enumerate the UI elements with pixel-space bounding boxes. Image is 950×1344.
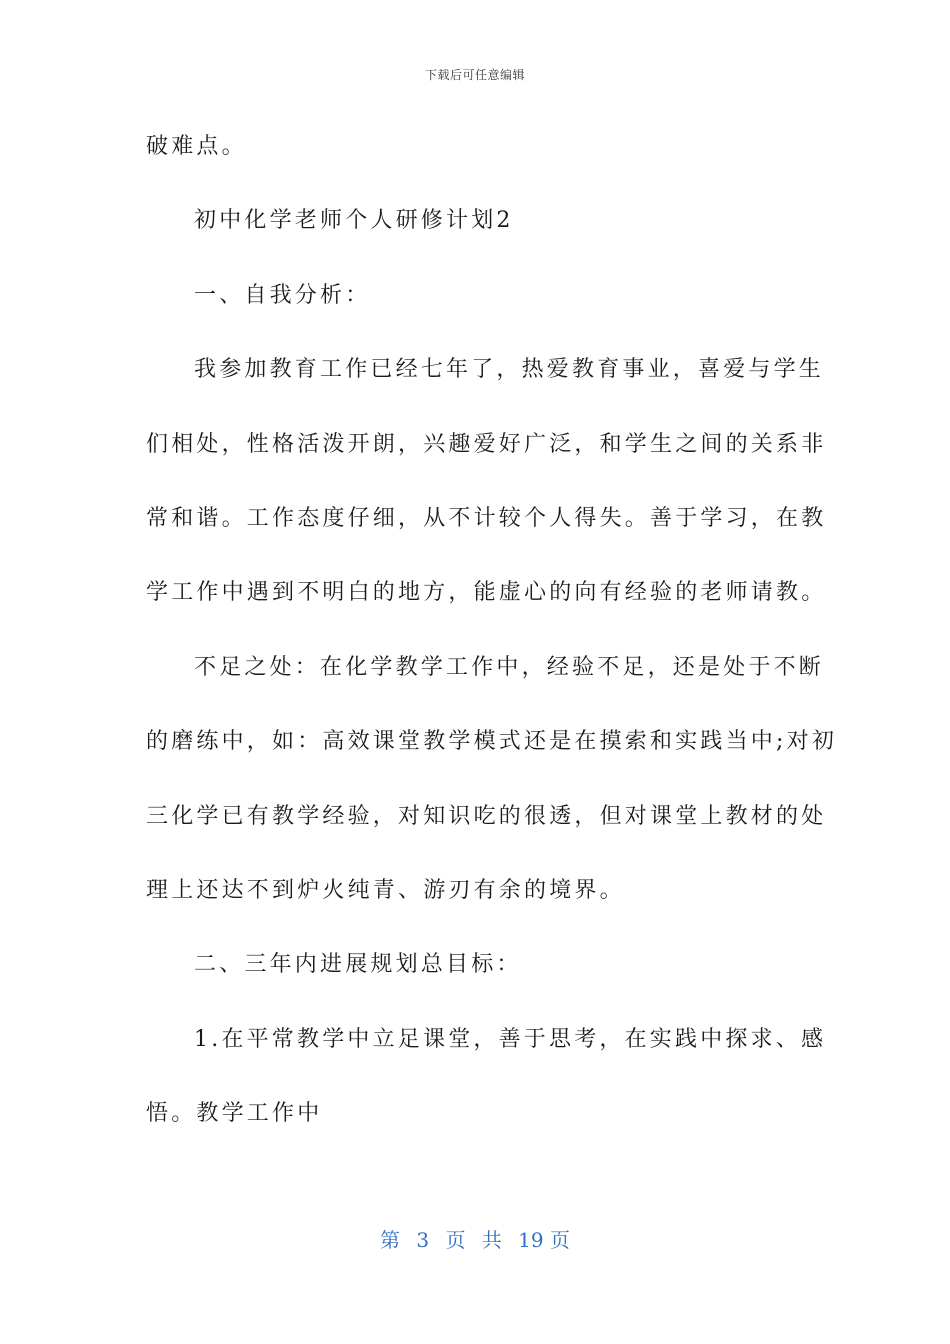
footer-total-prefix: 共 [481, 1228, 502, 1252]
body-line-10: 三化学已有教学经验，对知识吃的很透，但对课堂上教材的处 [146, 803, 827, 829]
footer-total-unit: 页 [549, 1228, 570, 1252]
header-note: 下载后可任意编辑 [424, 68, 525, 82]
body-line-13: 1.在平常教学中立足课堂，善于思考，在实践中探求、感 [194, 1026, 827, 1052]
body-line-5: 们相处，性格活泼开朗，兴趣爱好广泛，和学生之间的关系非 [146, 431, 827, 457]
total-pages-number: 19 [518, 1228, 544, 1252]
current-page-number: 3 [416, 1228, 430, 1252]
body-line-4: 我参加教育工作已经七年了，热爱教育事业，喜爱与学生 [194, 357, 825, 383]
body-line-14: 悟。教学工作中 [146, 1101, 323, 1127]
body-line-9: 的磨练中，如：高效课堂教学模式还是在摸索和实践当中;对初 [146, 729, 838, 755]
heading-self-analysis: 一、自我分析： [194, 282, 371, 308]
body-line-1: 破难点。 [146, 134, 247, 159]
document-body [146, 128, 838, 1169]
section-title: 初中化学老师个人研修计划2 [194, 208, 514, 234]
footer-prefix: 第 [380, 1228, 400, 1252]
heading-three-year-goal: 二、三年内进展规划总目标： [194, 952, 522, 978]
footer-page-unit: 页 [445, 1228, 466, 1252]
page-footer [0, 1224, 950, 1253]
body-line-7: 学工作中遇到不明白的地方，能虚心的向有经验的老师请教。 [146, 580, 827, 606]
body-line-11: 理上还达不到炉火纯青、游刃有余的境界。 [146, 877, 625, 903]
body-line-6: 常和谐。工作态度仔细，从不计较个人得失。善于学习，在教 [146, 505, 827, 531]
body-line-8: 不足之处：在化学教学工作中，经验不足，还是处于不断 [194, 654, 825, 680]
